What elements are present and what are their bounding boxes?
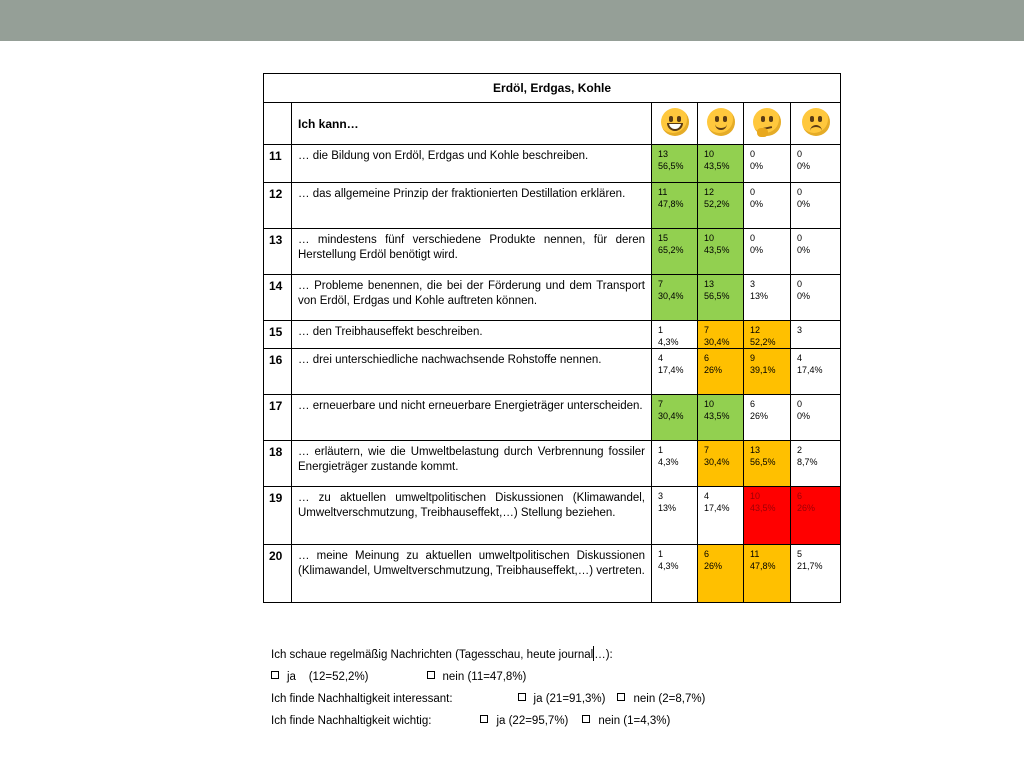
rating-count: 6	[750, 399, 756, 409]
rating-percent: 0%	[797, 291, 811, 301]
rating-count: 4	[797, 353, 803, 363]
rating-cell	[744, 487, 791, 545]
rating-count: 3	[750, 279, 756, 289]
frowning-face-icon	[802, 108, 830, 136]
header-emoji-cell	[652, 103, 698, 145]
row-statement: … erneuerbare und nicht erneuerbare Energieträger unterscheiden.	[292, 395, 652, 441]
news-question-end: …):	[594, 649, 613, 661]
rating-cell	[791, 145, 841, 183]
table-title: Erdöl, Erdgas, Kohle	[264, 74, 841, 103]
checkbox-icon	[427, 671, 435, 679]
interesting-line	[271, 688, 705, 710]
header-emoji-cell	[698, 103, 744, 145]
rating-count: 7	[658, 279, 664, 289]
rating-count: 3	[658, 491, 664, 501]
rating-percent: 52,2%	[704, 199, 730, 209]
rating-percent: 13%	[658, 503, 677, 513]
rating-cell	[791, 321, 841, 349]
rating-count: 10	[750, 491, 761, 501]
interesting-nein: nein (2=8,7%)	[633, 693, 706, 705]
news-question-line	[271, 644, 705, 666]
rating-count: 11	[750, 549, 760, 559]
rating-count: 15	[658, 233, 669, 243]
rating-percent: 4,3%	[658, 337, 679, 347]
rating-cell	[698, 349, 744, 395]
rating-cell	[652, 275, 698, 321]
rating-percent: 56,5%	[750, 457, 776, 467]
rating-cell	[744, 395, 791, 441]
grinning-face-icon	[661, 108, 689, 136]
rating-cell	[652, 321, 698, 349]
interesting-ja: ja (21=91,3%)	[533, 693, 606, 705]
checkbox-icon	[617, 693, 625, 701]
rating-count: 0	[797, 233, 803, 243]
row-statement: … erläutern, wie die Umweltbelastung durch Verbrennung fossiler Energieträger zustande kommt.	[292, 441, 652, 487]
row-statement: … den Treibhauseffekt beschreiben.	[292, 321, 652, 349]
news-nein: nein (11=47,8%)	[442, 671, 527, 683]
rating-percent: 30,4%	[704, 457, 730, 467]
rating-percent: 26%	[704, 561, 723, 571]
rating-percent: 0%	[750, 161, 764, 171]
rating-count: 6	[797, 491, 803, 501]
rating-cell	[744, 145, 791, 183]
checkbox-icon	[480, 715, 488, 723]
rating-cell	[791, 395, 841, 441]
table-row	[264, 441, 841, 487]
table-row	[264, 321, 841, 349]
rating-percent: 4,3%	[658, 561, 679, 571]
rating-cell	[698, 183, 744, 229]
table-title-row	[264, 74, 841, 103]
rating-percent: 0%	[797, 245, 811, 255]
table-row	[264, 183, 841, 229]
header-ich-kann: Ich kann…	[292, 103, 652, 145]
rating-count: 7	[704, 325, 710, 335]
rating-percent: 17,4%	[658, 365, 684, 375]
row-number: 13	[264, 229, 292, 275]
rating-count: 1	[658, 325, 664, 335]
rating-percent: 56,5%	[658, 161, 684, 171]
rating-percent: 30,4%	[704, 337, 730, 347]
slightly-smiling-face-icon	[707, 108, 735, 136]
rating-cell	[698, 487, 744, 545]
rating-count: 3	[797, 325, 803, 335]
rating-cell	[744, 441, 791, 487]
rating-cell	[791, 545, 841, 603]
rating-cell	[744, 321, 791, 349]
rating-cell	[652, 229, 698, 275]
row-statement: … Probleme benennen, die bei der Förderung und dem Transport von Erdöl, Erdgas und Kohle auftreten können.	[292, 275, 652, 321]
rating-count: 1	[658, 445, 664, 455]
rating-percent: 26%	[797, 503, 816, 513]
rating-count: 1	[658, 549, 664, 559]
table-row	[264, 545, 841, 603]
table-row	[264, 275, 841, 321]
rating-count: 4	[704, 491, 710, 501]
rating-percent: 21,7%	[797, 561, 823, 571]
rating-percent: 26%	[704, 365, 723, 375]
rating-cell	[652, 183, 698, 229]
rating-count: 2	[797, 445, 803, 455]
rating-cell	[744, 545, 791, 603]
rating-percent: 52,2%	[750, 337, 776, 347]
rating-count: 7	[704, 445, 710, 455]
rating-percent: 0%	[750, 199, 764, 209]
rating-percent: 0%	[750, 245, 764, 255]
rating-percent: 65,2%	[658, 245, 684, 255]
rating-percent: 26%	[750, 411, 769, 421]
rating-cell	[652, 441, 698, 487]
row-statement: … meine Meinung zu aktuellen umweltpolitischen Diskussionen (Klimawandel, Umweltverschmutzung, Treibhauseffekt,…) vertreten.	[292, 545, 652, 603]
checkbox-icon	[582, 715, 590, 723]
row-statement: … mindestens fünf verschiedene Produkte nennen, für deren Herstellung Erdöl benötigt wird.	[292, 229, 652, 275]
row-number: 15	[264, 321, 292, 349]
rating-cell	[791, 229, 841, 275]
rating-count: 12	[750, 325, 761, 335]
table-row	[264, 349, 841, 395]
rating-percent: 17,4%	[797, 365, 823, 375]
rating-count: 0	[750, 149, 756, 159]
rating-cell	[698, 545, 744, 603]
rating-count: 0	[797, 399, 803, 409]
checkbox-icon	[271, 671, 279, 679]
rating-cell	[698, 229, 744, 275]
header-emoji-cell	[791, 103, 841, 145]
news-answers-line	[271, 666, 705, 688]
table-row	[264, 395, 841, 441]
rating-percent: 47,8%	[658, 199, 684, 209]
survey-notes	[271, 644, 705, 732]
rating-percent: 43,5%	[704, 411, 730, 421]
row-statement: … drei unterschiedliche nachwachsende Rohstoffe nennen.	[292, 349, 652, 395]
row-statement: … das allgemeine Prinzip der fraktionierten Destillation erklären.	[292, 183, 652, 229]
rating-cell	[698, 275, 744, 321]
important-label: Ich finde Nachhaltigkeit wichtig:	[271, 715, 432, 727]
rating-percent: 0%	[797, 199, 811, 209]
rating-count: 4	[658, 353, 664, 363]
rating-cell	[698, 145, 744, 183]
table-row	[264, 229, 841, 275]
rating-percent: 56,5%	[704, 291, 730, 301]
thinking-face-icon	[753, 108, 781, 136]
rating-count: 13	[750, 445, 761, 455]
rating-percent: 17,4%	[704, 503, 730, 513]
rating-cell	[791, 183, 841, 229]
rating-count: 10	[704, 149, 715, 159]
rating-cell	[791, 487, 841, 545]
rating-count: 0	[750, 233, 756, 243]
table-header-row	[264, 103, 841, 145]
row-number: 19	[264, 487, 292, 545]
rating-count: 0	[797, 187, 803, 197]
rating-count: 7	[658, 399, 664, 409]
interesting-label: Ich finde Nachhaltigkeit interessant:	[271, 693, 453, 705]
rating-percent: 39,1%	[750, 365, 776, 375]
rating-percent: 13%	[750, 291, 769, 301]
row-statement: … die Bildung von Erdöl, Erdgas und Kohle beschreiben.	[292, 145, 652, 183]
rating-count: 10	[704, 233, 715, 243]
rating-cell	[791, 441, 841, 487]
rating-percent: 30,4%	[658, 291, 684, 301]
rating-count: 0	[797, 149, 803, 159]
rating-percent: 0%	[797, 161, 811, 171]
rating-count: 13	[658, 149, 669, 159]
rating-percent: 30,4%	[658, 411, 684, 421]
rating-cell	[744, 275, 791, 321]
row-statement: … zu aktuellen umweltpolitischen Diskussionen (Klimawandel, Umweltverschmutzung, Treibhauseffekt,…) Stellung beziehen.	[292, 487, 652, 545]
rating-count: 11	[658, 187, 668, 197]
row-number: 11	[264, 145, 292, 183]
checkbox-icon	[518, 693, 526, 701]
news-question: Ich schaue regelmäßig Nachrichten (Tagesschau, heute journal	[271, 649, 594, 661]
row-number: 17	[264, 395, 292, 441]
rating-count: 10	[704, 399, 715, 409]
news-ja: ja (12=52,2%)	[287, 671, 369, 683]
rating-cell	[744, 349, 791, 395]
important-nein: nein (1=4,3%)	[598, 715, 671, 727]
rating-cell	[652, 145, 698, 183]
rating-percent: 43,5%	[704, 161, 730, 171]
important-line	[271, 710, 705, 732]
important-ja: ja (22=95,7%)	[496, 715, 569, 727]
rating-cell	[791, 349, 841, 395]
row-number: 18	[264, 441, 292, 487]
rating-count: 6	[704, 549, 710, 559]
rating-cell	[791, 275, 841, 321]
rating-count: 12	[704, 187, 715, 197]
rating-percent: 8,7%	[797, 457, 818, 467]
rating-cell	[698, 441, 744, 487]
rating-cell	[744, 183, 791, 229]
rating-cell	[744, 229, 791, 275]
rating-cell	[698, 321, 744, 349]
slide-top-bar	[0, 0, 1024, 41]
survey-table	[263, 73, 841, 603]
rating-count: 0	[750, 187, 756, 197]
rating-cell	[652, 487, 698, 545]
rating-cell	[652, 545, 698, 603]
row-number: 16	[264, 349, 292, 395]
rating-count: 9	[750, 353, 756, 363]
rating-count: 5	[797, 549, 803, 559]
rating-percent: 47,8%	[750, 561, 776, 571]
table-row	[264, 487, 841, 545]
rating-percent: 0%	[797, 411, 811, 421]
row-number: 14	[264, 275, 292, 321]
header-emoji-cell	[744, 103, 791, 145]
row-number: 20	[264, 545, 292, 603]
row-number: 12	[264, 183, 292, 229]
table-row	[264, 145, 841, 183]
rating-cell	[698, 395, 744, 441]
rating-percent: 43,5%	[704, 245, 730, 255]
header-num-cell	[264, 103, 292, 145]
rating-percent: 43,5%	[750, 503, 776, 513]
rating-count: 13	[704, 279, 715, 289]
rating-percent: 4,3%	[658, 457, 679, 467]
rating-count: 6	[704, 353, 710, 363]
rating-count: 0	[797, 279, 803, 289]
rating-cell	[652, 395, 698, 441]
rating-cell	[652, 349, 698, 395]
